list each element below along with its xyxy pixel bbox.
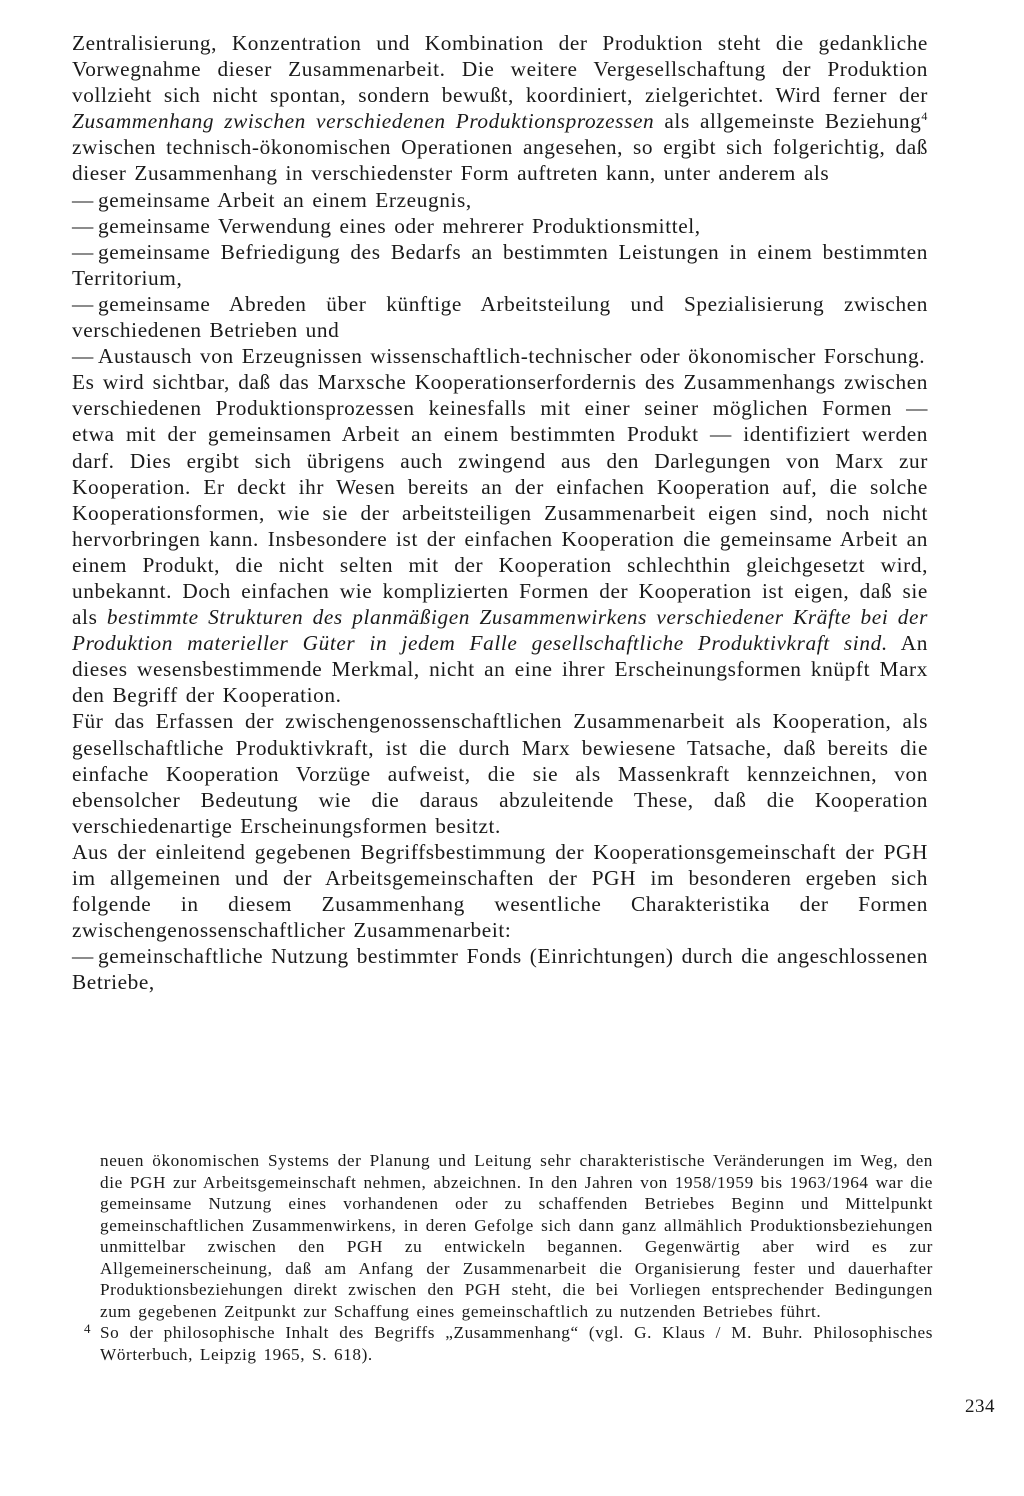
list-item <box>72 291 928 343</box>
list-dash: — <box>72 239 94 264</box>
list-item <box>72 239 928 291</box>
list-dash: — <box>72 291 94 316</box>
cooperation-paragraph: Für das Erfassen der zwischengenossenschaftlichen Zusammenarbeit als Kooperation, als gesellschaftliche Produktivkraft, ist die durch Marx bewiesene Tatsache, daß bereits die einfache Kooperation Vorzüge aufweist, die sie als Massenkraft kennzeichnen, von ebensolcher Bedeutung wie die daraus abzuleitende These, daß die Kooperation verschiedenartige Erscheinungsformen besitzt. <box>72 709 928 838</box>
characteristics-paragraph: Aus der einleitend gegebenen Begriffsbestimmung der Kooperationsgemeinschaft der PGH im allgemeinen und der Arbeitsgemeinschaften der PGH im besonderen ergeben sich folgende in diesem Zusammenhang wesentliche Charakteristika der Formen zwischengenossenschaftlicher Zusammenarbeit: <box>72 839 928 943</box>
cooperation-forms-list <box>72 187 928 370</box>
list-dash: — <box>72 944 94 969</box>
footnote-continuation: neuen ökonomischen Systems der Planung und Leitung sehr charakteristische Veränderungen im Weg, den die PGH zur Arbeitsgemeinschaft nehmen, abzeichnen. In den Jahren von 1958/1959 bis 1963/1964 war die gemeinsame Nutzung eines vorhandenen oder zu schaffenden Betriebes Beginn und Mittelpunkt gemeinschaftlichen Zusammenwirkens, in deren Gefolge sich dann ganz allmählich Produktionsbeziehungen unmittelbar zwischen den PGH zu entwickeln begannen. Gegenwärtig aber wird es zur Allgemeinerscheinung, daß am Anfang der Zusammenarbeit die Organisierung fester und dauerhafter Produktionsbeziehungen direkt zwischen den PGH steht, die bei Vorliegen entsprechender Bedingungen zum gegebenen Zeitpunkt zur Schaffung eines gemeinschaftlich zu nutzenden Betriebes führt. <box>100 1151 933 1321</box>
footnotes <box>84 1150 933 1365</box>
footnote-4-text: So der philosophische Inhalt des Begriffs „Zusammenhang“ (vgl. G. Klaus / M. Buhr. Philosophisches Wörterbuch, Leipzig 1965, S. 618). <box>100 1323 933 1364</box>
list-item <box>72 343 928 369</box>
list-item <box>72 943 928 995</box>
list-item-text: Austausch von Erzeugnissen wissenschaftlich-technischer oder ökonomischer Forschung. <box>98 344 926 369</box>
list-dash: — <box>72 344 94 369</box>
list-item <box>72 213 928 239</box>
footnote-ref-4: 4 <box>921 109 928 124</box>
marx-text-1: Es wird sichtbar, daß das Marxsche Kooperationserfordernis des Zusammenhangs zwischen verschiedenen Produktionsprozessen keinesfalls mit einer seiner möglichen Formen — etwa mit der gemeinsamen Arbeit an einem bestimmten Produkt — identifiziert werden darf. Dies ergibt sich übrigens auch zwingend aus den Darlegungen von Marx zur Kooperation. Er deckt ihr Wesen bereits an der einfachen Kooperation auf, die solche Kooperationsformen, wie sie der arbeitsteiligen Zusammenarbeit eigen sind, noch nicht hervorbringen kann. Insbesondere ist der einfachen Kooperation die gemeinsame Arbeit an einem Produkt, die nicht selten mit der Kooperation schlechthin gleichgesetzt wird, unbekannt. Doch einfachen wie komplizierten Formen der Kooperation ist eigen, daß sie als <box>72 370 928 630</box>
main-text <box>72 30 928 995</box>
footnote-marker: 4 <box>84 1321 92 1336</box>
footnote-4 <box>84 1321 933 1365</box>
intro-emphasis: Zusammenhang zwischen verschiedenen Produktionsprozessen <box>72 109 655 134</box>
intro-text-3: zwischen technisch-ökonomischen Operationen angesehen, so ergibt sich folgerichtig, daß dieser Zusammenhang in verschiedenster Form auftreten kann, unter anderem als <box>72 135 928 186</box>
page-number: 234 <box>965 1396 995 1417</box>
marx-text-2: An dieses wesensbestimmende Merkmal, nicht an eine ihrer Erscheinungsformen knüpft Marx den Begriff der Kooperation. <box>72 631 928 708</box>
list-dash: — <box>72 187 94 212</box>
list-item <box>72 187 928 213</box>
list-item-text: gemeinschaftliche Nutzung bestimmter Fonds (Einrichtungen) durch die angeschlossenen Betriebe, <box>72 944 928 995</box>
characteristics-list <box>72 943 928 995</box>
marx-paragraph <box>72 369 928 708</box>
intro-text-2: als allgemeinste Beziehung <box>654 109 922 134</box>
intro-text-1: Zentralisierung, Konzentration und Kombination der Produktion steht die gedankliche Vorwegnahme dieser Zusammenarbeit. Die weitere Vergesellschaftung der Produktion vollzieht sich nicht spontan, sondern bewußt, koordiniert, zielgerichtet. Wird ferner der <box>72 31 928 108</box>
marx-emphasis: bestimmte Strukturen des planmäßigen Zusammenwirkens verschiedener Kräfte bei der Produktion materieller Güter in jedem Falle gesellschaftliche Produktivkraft sind. <box>72 605 928 656</box>
list-item-text: gemeinsame Arbeit an einem Erzeugnis, <box>98 187 472 212</box>
list-item-text: gemeinsame Verwendung eines oder mehrerer Produktionsmittel, <box>98 213 701 238</box>
intro-paragraph <box>72 30 928 187</box>
list-item-text: gemeinsame Befriedigung des Bedarfs an bestimmten Leistungen in einem bestimmten Territorium, <box>72 239 928 290</box>
list-dash: — <box>72 213 94 238</box>
list-item-text: gemeinsame Abreden über künftige Arbeitsteilung und Spezialisierung zwischen verschiedenen Betrieben und <box>72 291 928 343</box>
